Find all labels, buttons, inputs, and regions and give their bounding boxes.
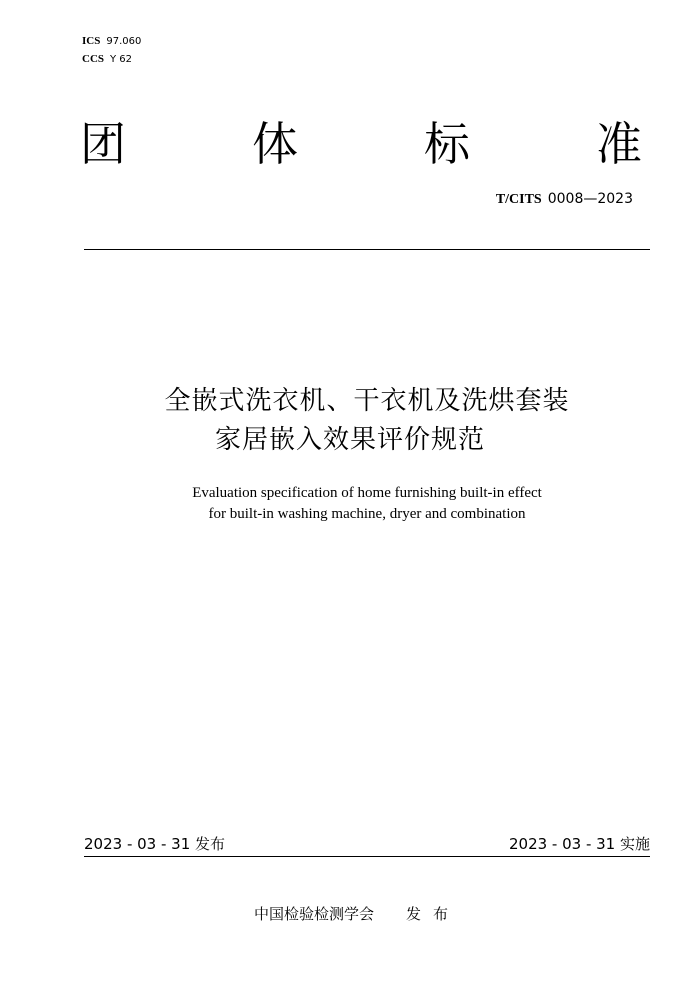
standard-prefix: T/CITS [495,192,542,207]
title-chinese-line-1: 全嵌式洗衣机、干衣机及洗烘套装 [164,386,570,416]
doc-type-char: 体 [252,117,298,171]
top-divider [84,249,650,250]
doc-type-char: 准 [596,117,642,171]
ccs-code [82,52,132,67]
ics-value: 97.060 [106,36,142,47]
title-english-line-1: Evaluation specification of home furnishing built-in effect [192,485,542,501]
title-english-line-2: for built-in washing machine, dryer and combination [208,506,526,522]
doc-type-char: 团 [80,117,126,171]
issue-date: 2023 - 03 - 31 发布 [84,835,226,853]
publisher-line [0,904,700,924]
standard-number [496,191,633,208]
document-type-heading [80,112,642,176]
standard-number-value: 0008—2023 [547,191,633,207]
publisher-action: 发布 [406,905,461,923]
bottom-divider [84,856,650,857]
publisher-organization: 中国检验检测学会 [253,905,374,923]
ics-label: ICS [82,35,101,47]
ccs-label: CCS [82,53,105,65]
implementation-date: 2023 - 03 - 31 实施 [508,835,650,853]
title-chinese-line-2: 家居嵌入效果评价规范 [214,425,485,455]
ccs-value: Y 62 [110,54,133,65]
ics-code [82,34,141,49]
doc-type-char: 标 [424,117,470,171]
